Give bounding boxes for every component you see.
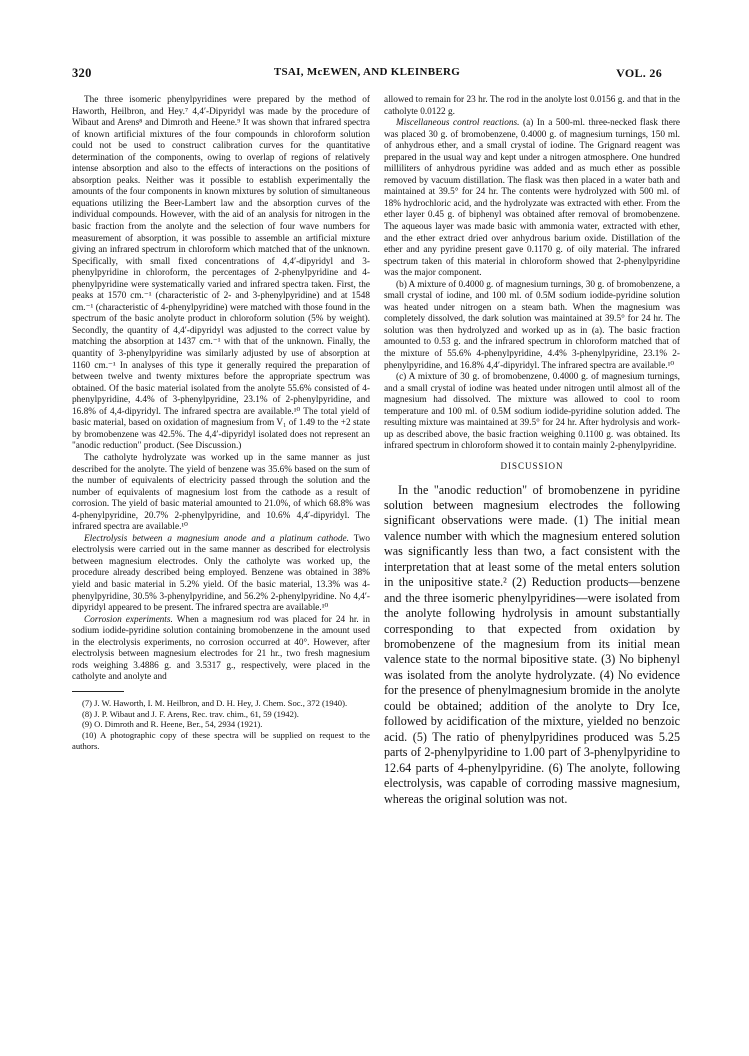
subsection-title: Corrosion experiments. (84, 614, 173, 625)
footnote-divider (72, 691, 124, 692)
paragraph: The catholyte hydrolyzate was worked up in the same manner as just described for the anolyte. The yield of benzene was 35.6% based on the sum of the number of equivalents of electricity passed through the solution and the number of equivalents of magnesium lost from the cathode as a result of corrosion. The yield of basic material amounted to 21.0%, of which 68.8% was 4-phenylpyridine, 20.7% 2-phenylpyridine, and 10.6% 4,4′-dipyridyl. The infrared spectra are available.¹⁰ (72, 452, 370, 533)
right-column (384, 95, 680, 807)
paragraph-body: When a magnesium rod was placed for 24 hr. in sodium iodide-pyridine solution containing bromobenzene in the amount used in the electrolysis experiments, no corrosion occurred at 40°. However, after electrolysis between magnesium electrodes for 21 hr., two fresh magnesium rods weighing 3.4886 g. and 3.5317 g., respectively, were placed in the catholyte and anolyte and (72, 614, 370, 683)
paragraph (72, 615, 370, 684)
subsection-title: Miscellaneous control reactions. (396, 118, 520, 129)
page-number: 320 (72, 66, 92, 80)
left-column (72, 95, 370, 752)
subsection-title: Electrolysis between a magnesium anode and a platinum cathode. (84, 533, 349, 544)
footnote: (9) O. Dimroth and R. Heene, Ber., 54, 2934 (1921). (82, 719, 263, 730)
paragraph (72, 534, 370, 615)
paragraph: allowed to remain for 23 hr. The rod in the anolyte lost 0.0156 g. and that in the catholyte 0.0122 g. (384, 95, 680, 117)
paragraph: The three isomeric phenylpyridines were prepared by the method of Haworth, Heilbron, and Hey.⁷ 4,4′-Dipyridyl was made by the procedure of Wibaut and Arens⁸ and Dimroth and Heene.⁹ It was shown that infrared spectra of known artificial mixtures of the four compounds in chloroform solution could not be used to construct calibration curves for the quantitative determination of the components, owing to overlap of regions of relatively intense absorption and also to the effects of interactions on the positions of absorption peaks. Neither was it possible to establish experimentally the amounts of the four components in known mixtures by solution of simultaneous equations utilizing the Beer-Lambert law and the absorption curves of the individual compounds. However, with the aid of an analysis for nitrogen in the basic fraction from the anolyte and the selection of four wave numbers for measurement of absorption, it was possible to assemble an artificial mixture giving an infrared spectrum in chloroform which matched that of the unknown. Specifically, with small fixed concentrations of 4,4′-dipyridyl and 3-phenylpyridine in chloroform, the percentages of 2-phenylpyridine and 4-phenylpyridine were systematically varied and infrared spectra taken. First, the peaks at 1570 cm.⁻¹ (characteristic of 2- and 3-phenylpyridine) and at 1548 cm.⁻¹ (characteristic of 4-phenylpyridine) were matched with those found in the spectrum of the basic anolyte product in chloroform solution (5% by weight). Secondly, the quantity of 4,4′-dipyridyl was adjusted to the correct value by matching the absorption at 1437 cm.⁻¹ with that of the unknown. Finally, the quantity of 3-phenylpyridine was similarly adjusted by use of absorption at 1160 cm.⁻¹ In analyses of this type it generally required the preparation of between twelve and twenty mixtures before the appropriate spectrum was obtained. Of the basic material isolated from the anolyte 55.6% consisted of 4-phenylpyridine, 4.4% of 3-phenylpyridine, 23.1% of 2-phenylpyridine, and 16.8% of 4,4-dipyridyl. The infrared spectra are available.¹⁰ The total yield of basic material, based on oxidation of magnesium from V₁ of 1.49 to the +2 state by bromobenzene was 42.5%. The 4,4′-dipyridyl isolated does not represent an "anodic reduction" product. (See Discussion.) (72, 95, 370, 452)
paragraph: (b) A mixture of 0.4000 g. of magnesium turnings, 30 g. of bromobenzene, a small crystal of iodine, and 100 ml. of 0.5M sodium iodide-pyridine solution was heated under nitrogen on a steam bath. When the magnesium was completely dissolved, the dark solution was maintained at 39.5° for 24 hr. The solution was then hydrolyzed and worked up as in (a). The basic fraction amounted to 0.53 g. and the infrared spectrum in chloroform matched that of the mixture of 55.6% 4-phenylpyridine, 4.4% 3-phenylpyridine, 23.1% 2-phenylpyridine, and 16.8% 4,4′-dipyridyl. The infrared spectra are available.¹⁰ (384, 279, 680, 371)
paragraph (384, 118, 680, 280)
paragraph-body: Two electrolysis were carried out in the same manner as described for electrolysis between magnesium electrodes. Only the catholyte was worked up, the procedure already described being employed. Benzene was obtained in 38% yield and basic material in 5.2% yield. Of the basic material, 13.3% was 4-phenylpyridine, 30.5% 3-phenylpyridine, and 56.2% 2-phenylpyridine. No 4,4′-dipyridyl appeared to be present. The infrared spectra are available.¹⁰ (72, 533, 370, 614)
discussion-paragraph: In the "anodic reduction" of bromobenzene in pyridine solution between magnesium electrodes the following significant observations were made. (1) The initial mean valence number with which the magnesium entered solution was significantly less than two, a fact consistent with the interpretation that at least some of the metal enters solution in the unipositive state.² (2) Reduction products—benzene and the three isomeric phenylpyridines—were isolated from the anolyte following hydrolysis in amount substantially corresponding to that expected from oxidation by bromobenzene of the magnesium from its initial mean valence state to the normal bipositive state. (3) No biphenyl was isolated from the anolyte hydrolyzate. (4) No evidence for the presence of phenylmagnesium bromide in the anolyte could be obtained; addition of the anolyte to Dry Ice, followed by acidification of the mixture, yielded no benzoic acid. (5) The ratio of phenylpyridines produced was 5.25 parts of 2-phenylpyridine to 1.00 part of 3-phenylpyridine to 12.64 parts of 4-phenylpyridine. (6) The anolyte, following electrolysis, was capable of corroding massive magnesium, whereas the original solution was not. (384, 482, 680, 806)
paragraph: (c) A mixture of 30 g. of bromobenzene, 0.4000 g. of magnesium turnings, and a small crystal of iodine was heated under nitrogen until almost all of the magnesium had dissolved. The mixture was allowed to cool to room temperature and 100 ml. of 0.5M sodium iodide-pyridine solution added. The resulting mixture was maintained at 39.5° for 24 hr. After hydrolysis and work-up as described above, the basic fraction weighing 0.1100 g. was obtained. Its infrared spectrum in chloroform showed it to contain mainly 2-phenylpyridine. (384, 372, 680, 452)
volume-label: VOL. 26 (616, 66, 662, 80)
page-header (72, 66, 662, 82)
section-heading: DISCUSSION (500, 460, 564, 471)
footnote: (8) J. P. Wibaut and J. F. Arens, Rec. trav. chim., 61, 59 (1942). (82, 708, 299, 719)
footnote: (7) J. W. Haworth, I. M. Heilbron, and D. H. Hey, J. Chem. Soc., 372 (1940). (82, 697, 348, 708)
running-title: TSAI, McEWEN, AND KLEINBERG (273, 66, 461, 78)
footnotes (72, 698, 370, 752)
paragraph-body: (a) In a 500-ml. three-necked flask there was placed 30 g. of bromobenzene, 0.4000 g. of magnesium turnings, 150 ml. of anhydrous ether, and a small crystal of iodine. The Grignard reagent was prepared in the usual way and kept under a nitrogen atmosphere. One hundred milliliters of anhydrous pyridine was added and as much ether as possible removed by vacuum distillation. The flask was then placed in a water bath and maintained at 39.5° for 24 hr. The contents were hydrolyzed with 500 ml. of 18% hydrochloric acid, and the hydrolyzate was extracted with ether. From the ether layer 0.45 g. of biphenyl was obtained after removal of bromobenzene. The aqueous layer was made basic with ammonia water, extracted with ether, and the ether extract dried over anhydrous barium oxide. Distillation of the ether and any pyridine present gave 0.1170 g. of oily material. The infrared spectrum taken of this material in chloroform showed that 2-phenylpyridine was the major component. (384, 118, 680, 279)
footnote: (10) A photographic copy of these spectra will be supplied on request to the authors. (72, 730, 370, 752)
